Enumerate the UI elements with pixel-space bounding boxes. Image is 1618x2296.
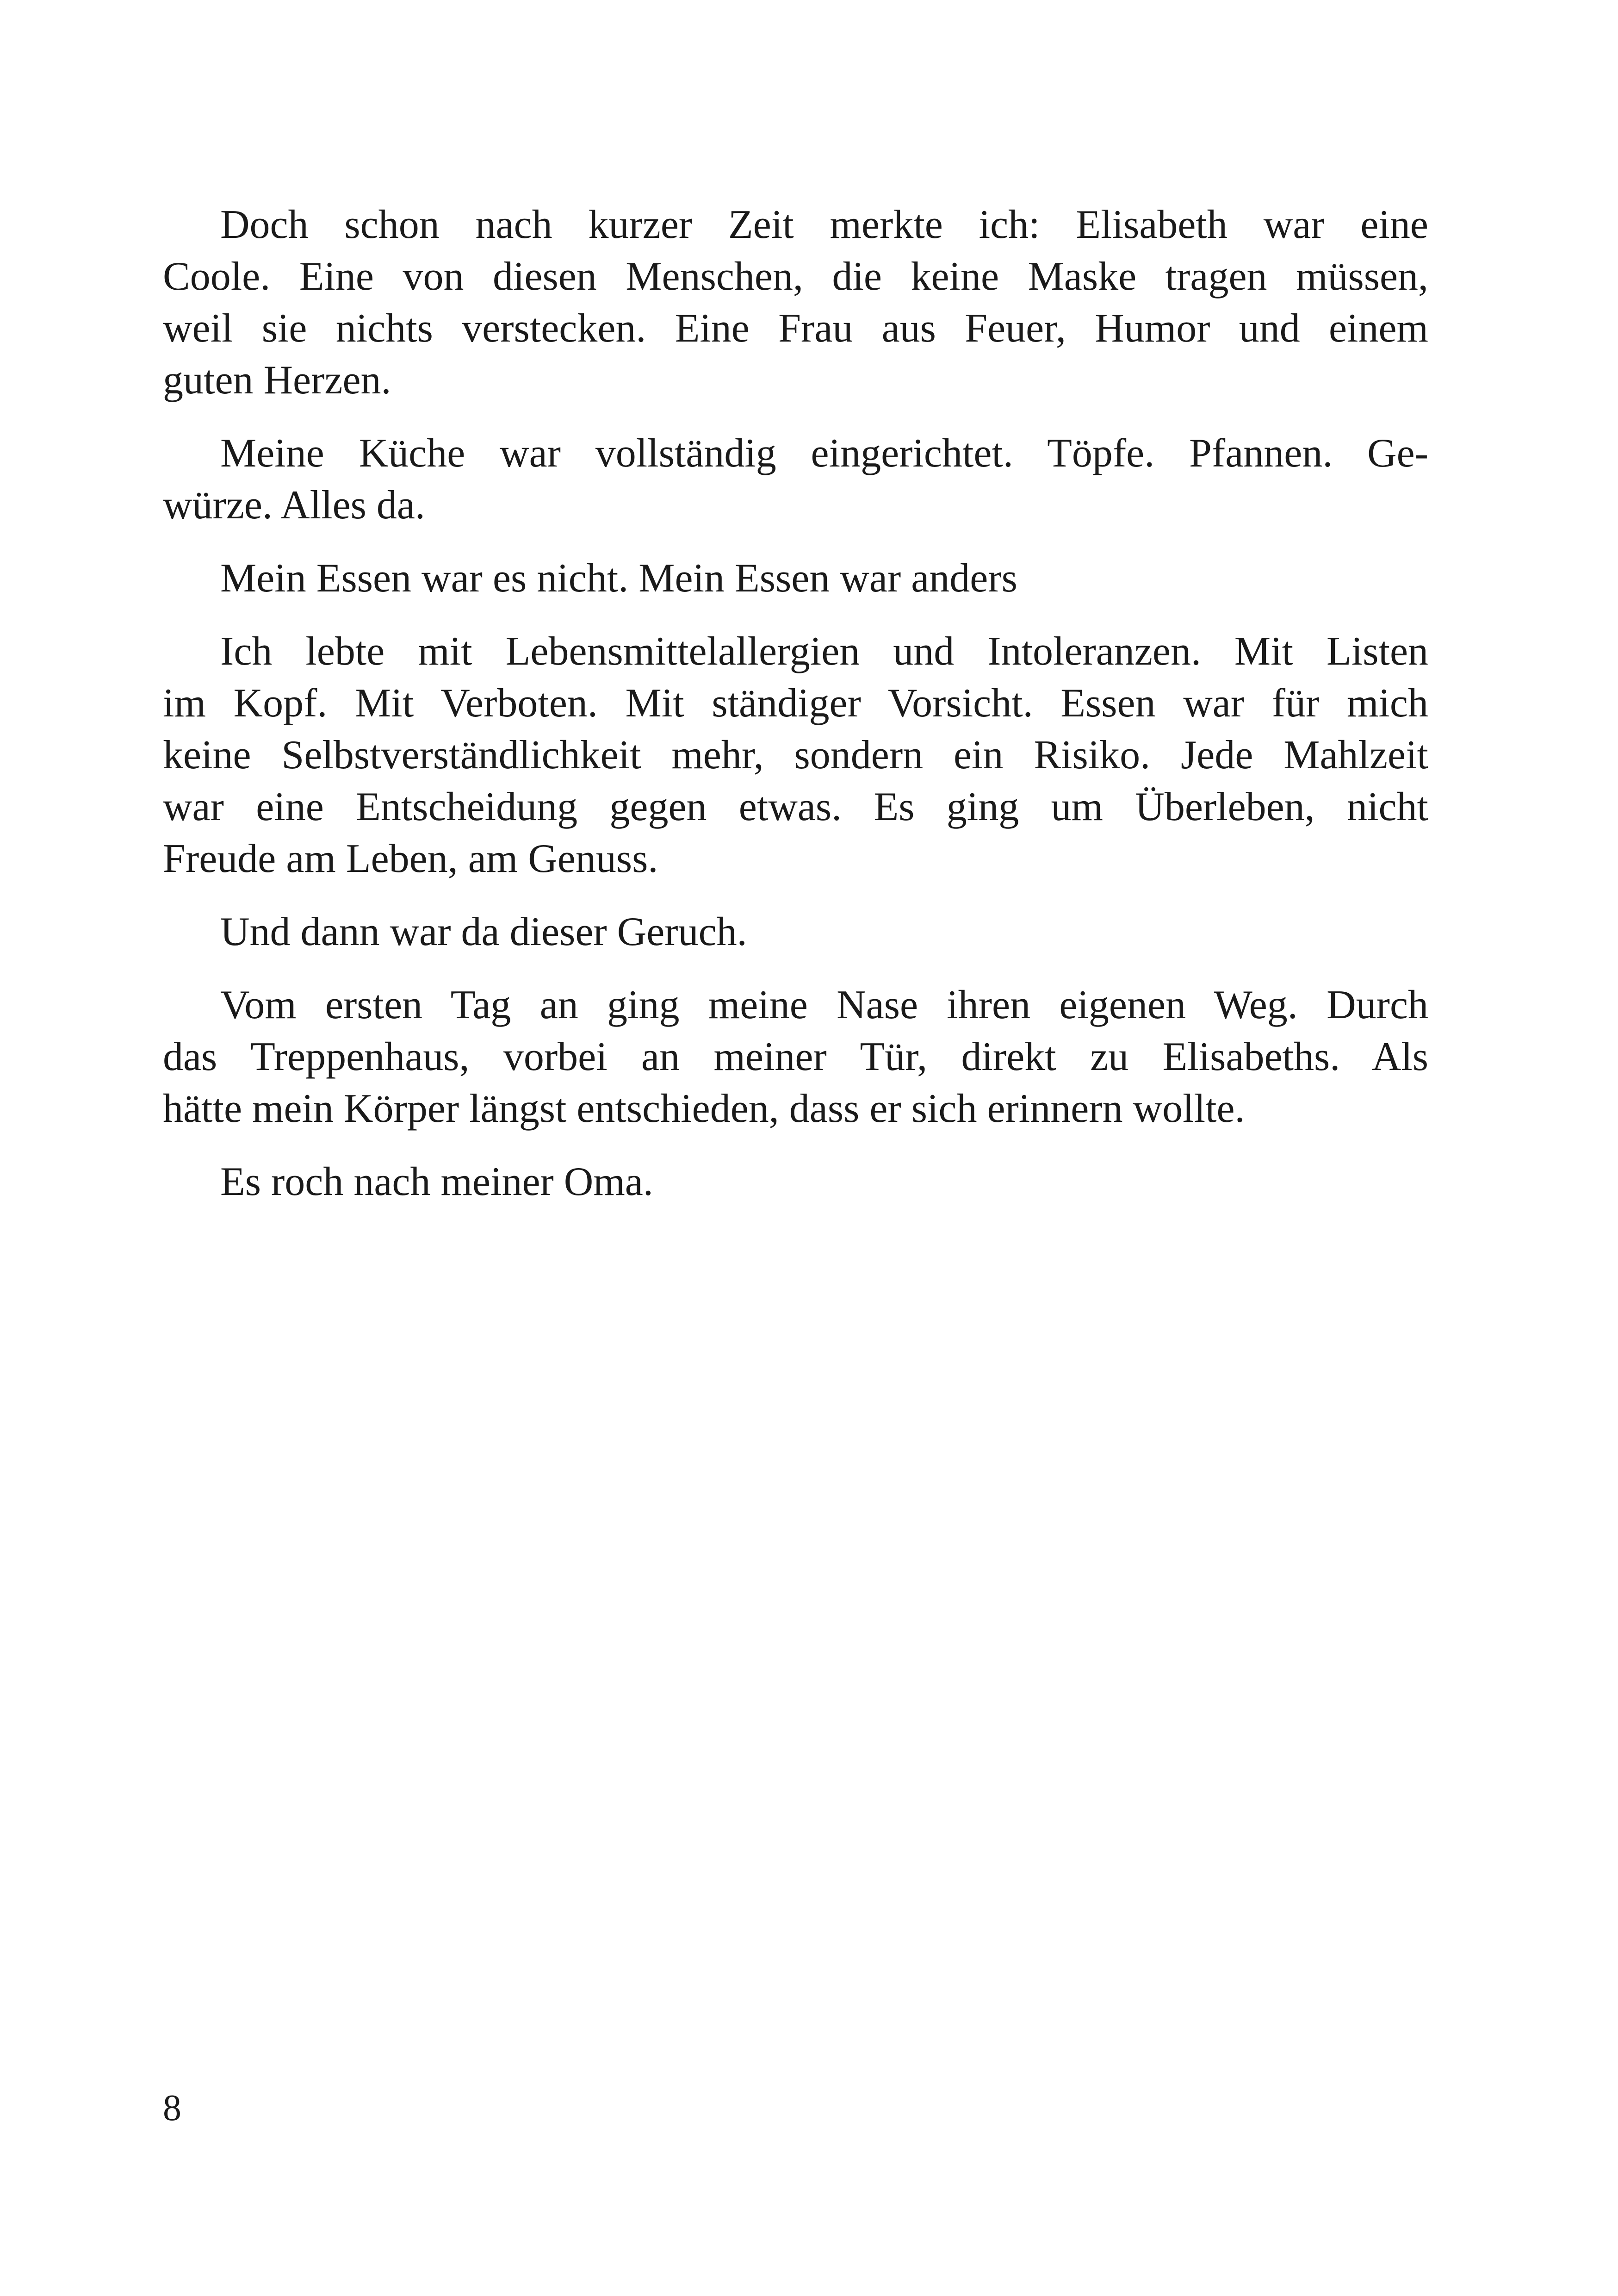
- text-line: Coole. Eine von diesen Menschen, die keine Maske tragen müssen,: [163, 254, 1428, 299]
- text-line: würze. Alles da.: [163, 483, 425, 528]
- page-number: 8: [163, 2088, 181, 2128]
- body-text: [163, 199, 1428, 1229]
- paragraph-6: [163, 979, 1428, 1135]
- text-line: Meine Küche war vollständig eingerichtet. Töpfe. Pfannen. Ge-: [220, 431, 1428, 476]
- text-line: das Treppenhaus, vorbei an meiner Tür, direkt zu Elisabeths. Als: [163, 1034, 1428, 1079]
- text-line: Vom ersten Tag an ging meine Nase ihren eigenen Weg. Durch: [220, 983, 1428, 1027]
- paragraph-5: [163, 906, 1428, 958]
- paragraph-2: [163, 428, 1428, 531]
- text-line: guten Herzen.: [163, 358, 391, 403]
- text-line: keine Selbstverständlichkeit mehr, sondern ein Risiko. Jede Mahlzeit: [163, 733, 1428, 778]
- paragraph-1: [163, 199, 1428, 406]
- text-line: Mein Essen war es nicht. Mein Essen war anders: [220, 556, 1017, 601]
- text-line: Es roch nach meiner Oma.: [220, 1159, 653, 1204]
- paragraph-3: [163, 553, 1428, 604]
- text-line: im Kopf. Mit Verboten. Mit ständiger Vorsicht. Essen war für mich: [163, 681, 1428, 726]
- paragraph-7: [163, 1156, 1428, 1208]
- text-line: Doch schon nach kurzer Zeit merkte ich: Elisabeth war eine: [220, 202, 1428, 247]
- text-line: Ich lebte mit Lebensmittelallergien und Intoleranzen. Mit Listen: [220, 629, 1428, 674]
- text-line: weil sie nichts verstecken. Eine Frau aus Feuer, Humor und einem: [163, 306, 1428, 351]
- text-line: hätte mein Körper längst entschieden, dass er sich erinnern wollte.: [163, 1086, 1245, 1131]
- paragraph-4: [163, 626, 1428, 885]
- text-line: Und dann war da dieser Geruch.: [220, 909, 747, 954]
- text-line: Freude am Leben, am Genuss.: [163, 836, 658, 881]
- text-line: war eine Entscheidung gegen etwas. Es ging um Überleben, nicht: [163, 784, 1428, 829]
